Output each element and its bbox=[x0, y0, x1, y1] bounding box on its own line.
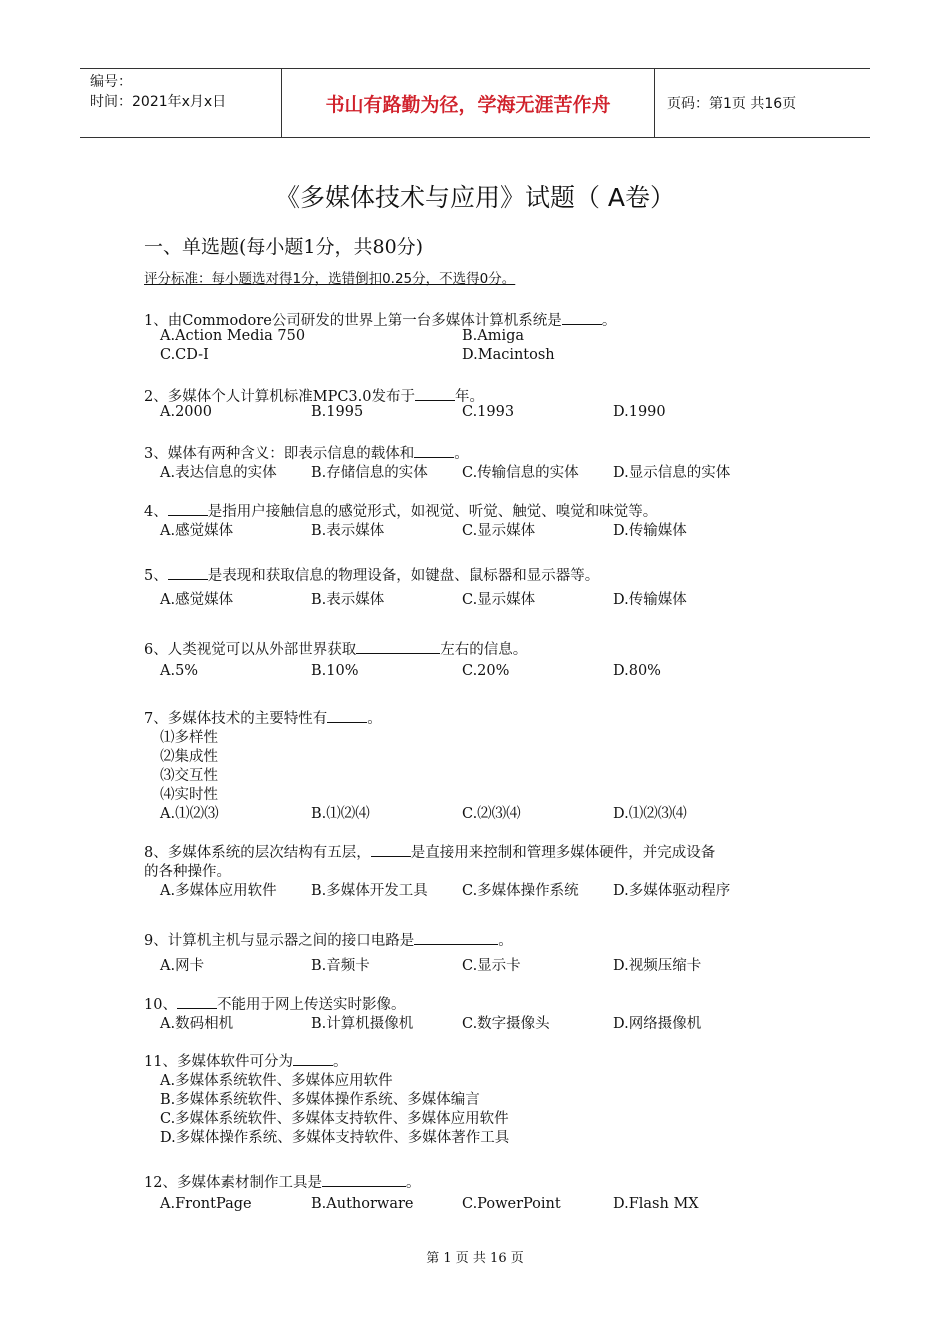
option-c: C.20% bbox=[462, 663, 510, 679]
question-text: 4、 bbox=[144, 504, 168, 520]
option-c: C.传输信息的实体 bbox=[462, 465, 579, 481]
question-10 bbox=[144, 993, 405, 1014]
option-d: D.80% bbox=[613, 663, 661, 679]
option-a: A.感觉媒体 bbox=[160, 523, 234, 539]
question-text-end: 不能用于网上传送实时影像。 bbox=[216, 997, 406, 1013]
answer-blank bbox=[414, 443, 454, 458]
question-text-end: 左右的信息。 bbox=[440, 642, 528, 658]
option-d: D.1990 bbox=[613, 404, 666, 420]
option-c: C.1993 bbox=[462, 404, 515, 420]
section-heading: 一、单选题(每小题1分，共80分) bbox=[144, 236, 424, 258]
option-b: B.表示媒体 bbox=[311, 523, 385, 539]
option-c: C.多媒体系统软件、多媒体支持软件、多媒体应用软件 bbox=[160, 1111, 509, 1127]
property-item: ⑵集成性 bbox=[160, 749, 218, 765]
page-title: 《多媒体技术与应用》试题（ A卷） bbox=[274, 183, 676, 212]
answer-blank bbox=[168, 501, 208, 516]
question-9 bbox=[144, 929, 513, 950]
option-d: D.显示信息的实体 bbox=[613, 465, 731, 481]
question-text: 5、 bbox=[144, 568, 168, 584]
answer-blank bbox=[293, 1051, 333, 1066]
option-d: D.传输媒体 bbox=[613, 523, 687, 539]
question-text: 1、由Commodore公司研发的世界上第一台多媒体计算机系统是 bbox=[144, 313, 562, 329]
question-text-end: 是指用户接触信息的感觉形式，如视觉、听觉、触觉、嗅觉和味觉等。 bbox=[207, 504, 658, 520]
option-b: B.多媒体系统软件、多媒体操作系统、多媒体编言 bbox=[160, 1092, 480, 1108]
option-a: A.⑴⑵⑶ bbox=[160, 806, 219, 822]
question-text-end: 。 bbox=[498, 933, 513, 949]
question-text-end: 年。 bbox=[454, 389, 484, 405]
option-b: B.多媒体开发工具 bbox=[311, 883, 428, 899]
header-table bbox=[80, 68, 870, 138]
property-item: ⑷实时性 bbox=[160, 787, 218, 803]
header-info-cell bbox=[80, 69, 282, 137]
question-text-end: 。 bbox=[367, 711, 382, 727]
question-text: 2、多媒体个人计算机标准MPC3.0发布于 bbox=[144, 389, 415, 405]
time-label: 时间：2021年x月x日 bbox=[90, 94, 227, 110]
option-a: A.5% bbox=[160, 663, 199, 679]
question-text: 11、多媒体软件可分为 bbox=[144, 1054, 293, 1070]
question-text: 8、多媒体系统的层次结构有五层， bbox=[144, 845, 371, 861]
option-b: B.计算机摄像机 bbox=[311, 1016, 414, 1032]
answer-blank bbox=[322, 1172, 406, 1187]
option-a: A.Action Media 750 bbox=[160, 328, 306, 344]
option-b: B.Amiga bbox=[462, 328, 525, 344]
option-b: B.存储信息的实体 bbox=[311, 465, 428, 481]
option-d: D.传输媒体 bbox=[613, 592, 687, 608]
answer-blank bbox=[371, 842, 411, 857]
option-b: B.10% bbox=[311, 663, 359, 679]
option-a: A.数码相机 bbox=[160, 1016, 234, 1032]
question-text-end: 。 bbox=[454, 446, 469, 462]
answer-blank bbox=[168, 565, 208, 580]
option-b: B.表示媒体 bbox=[311, 592, 385, 608]
question-11 bbox=[144, 1050, 347, 1071]
grading-criteria: 评分标准：每小题选对得1分，选错倒扣0.25分，不选得0分。 bbox=[144, 271, 516, 287]
option-b: B.⑴⑵⑷ bbox=[311, 806, 370, 822]
answer-blank bbox=[177, 994, 217, 1009]
option-c: C.数字摄像头 bbox=[462, 1016, 550, 1032]
option-d: D.多媒体操作系统、多媒体支持软件、多媒体著作工具 bbox=[160, 1130, 510, 1146]
question-text: 7、多媒体技术的主要特性有 bbox=[144, 711, 328, 727]
option-d: D.Flash MX bbox=[613, 1196, 699, 1212]
answer-blank bbox=[562, 310, 602, 325]
option-a: A.2000 bbox=[160, 404, 212, 420]
question-text-end: 。 bbox=[405, 1175, 421, 1191]
number-label: 编号： bbox=[90, 74, 132, 90]
option-c: C.显示卡 bbox=[462, 958, 521, 974]
question-text: 12、多媒体素材制作工具是 bbox=[144, 1175, 322, 1191]
option-d: D.网络摄像机 bbox=[613, 1016, 702, 1032]
question-2 bbox=[144, 385, 484, 406]
option-d: D.视频压缩卡 bbox=[613, 958, 702, 974]
question-continuation: 的各种操作。 bbox=[144, 864, 231, 880]
option-c: C.显示媒体 bbox=[462, 523, 536, 539]
question-text-end: 是直接用来控制和管理多媒体硬件，并完成设备 bbox=[410, 845, 716, 861]
question-text-end: 。 bbox=[601, 313, 617, 329]
option-a: A.多媒体系统软件、多媒体应用软件 bbox=[160, 1073, 393, 1089]
question-7 bbox=[144, 707, 382, 728]
question-4 bbox=[144, 500, 657, 521]
question-5 bbox=[144, 564, 599, 585]
property-item: ⑴多样性 bbox=[160, 730, 218, 746]
answer-blank bbox=[415, 386, 455, 401]
option-c: C.多媒体操作系统 bbox=[462, 883, 579, 899]
option-a: A.多媒体应用软件 bbox=[160, 883, 277, 899]
option-c: C.显示媒体 bbox=[462, 592, 536, 608]
question-text: 3、媒体有两种含义：即表示信息的载体和 bbox=[144, 446, 415, 462]
question-text: 6、人类视觉可以从外部世界获取 bbox=[144, 642, 357, 658]
header-motto: 书山有路勤为径，学海无涯苦作舟 bbox=[282, 69, 655, 137]
option-d: D.⑴⑵⑶⑷ bbox=[613, 806, 687, 822]
question-12 bbox=[144, 1171, 420, 1192]
option-b: B.音频卡 bbox=[311, 958, 370, 974]
option-c: C.⑵⑶⑷ bbox=[462, 806, 521, 822]
option-d: D.多媒体驱动程序 bbox=[613, 883, 731, 899]
header-page-label: 页码：第1页 共16页 bbox=[667, 96, 797, 112]
option-b: B.Authorware bbox=[311, 1196, 414, 1212]
question-text-end: 是表现和获取信息的物理设备，如键盘、鼠标器和显示器等。 bbox=[207, 568, 600, 584]
question-6 bbox=[144, 638, 527, 659]
option-a: A.网卡 bbox=[160, 958, 205, 974]
option-c: C.PowerPoint bbox=[462, 1196, 561, 1212]
question-8 bbox=[144, 841, 715, 862]
option-a: A.表达信息的实体 bbox=[160, 465, 277, 481]
option-b: B.1995 bbox=[311, 404, 364, 420]
page-footer: 第 1 页 共 16 页 bbox=[426, 1251, 524, 1266]
property-item: ⑶交互性 bbox=[160, 768, 218, 784]
answer-blank bbox=[356, 639, 440, 654]
question-text: 9、计算机主机与显示器之间的接口电路是 bbox=[144, 933, 415, 949]
option-a: A.FrontPage bbox=[160, 1196, 252, 1212]
option-c: C.CD-I bbox=[160, 347, 209, 363]
option-a: A.感觉媒体 bbox=[160, 592, 234, 608]
question-text: 10、 bbox=[144, 997, 177, 1013]
option-d: D.Macintosh bbox=[462, 347, 555, 363]
question-text-end: 。 bbox=[332, 1054, 348, 1070]
question-1 bbox=[144, 309, 616, 330]
answer-blank bbox=[414, 930, 498, 945]
answer-blank bbox=[327, 708, 367, 723]
question-3 bbox=[144, 442, 469, 463]
